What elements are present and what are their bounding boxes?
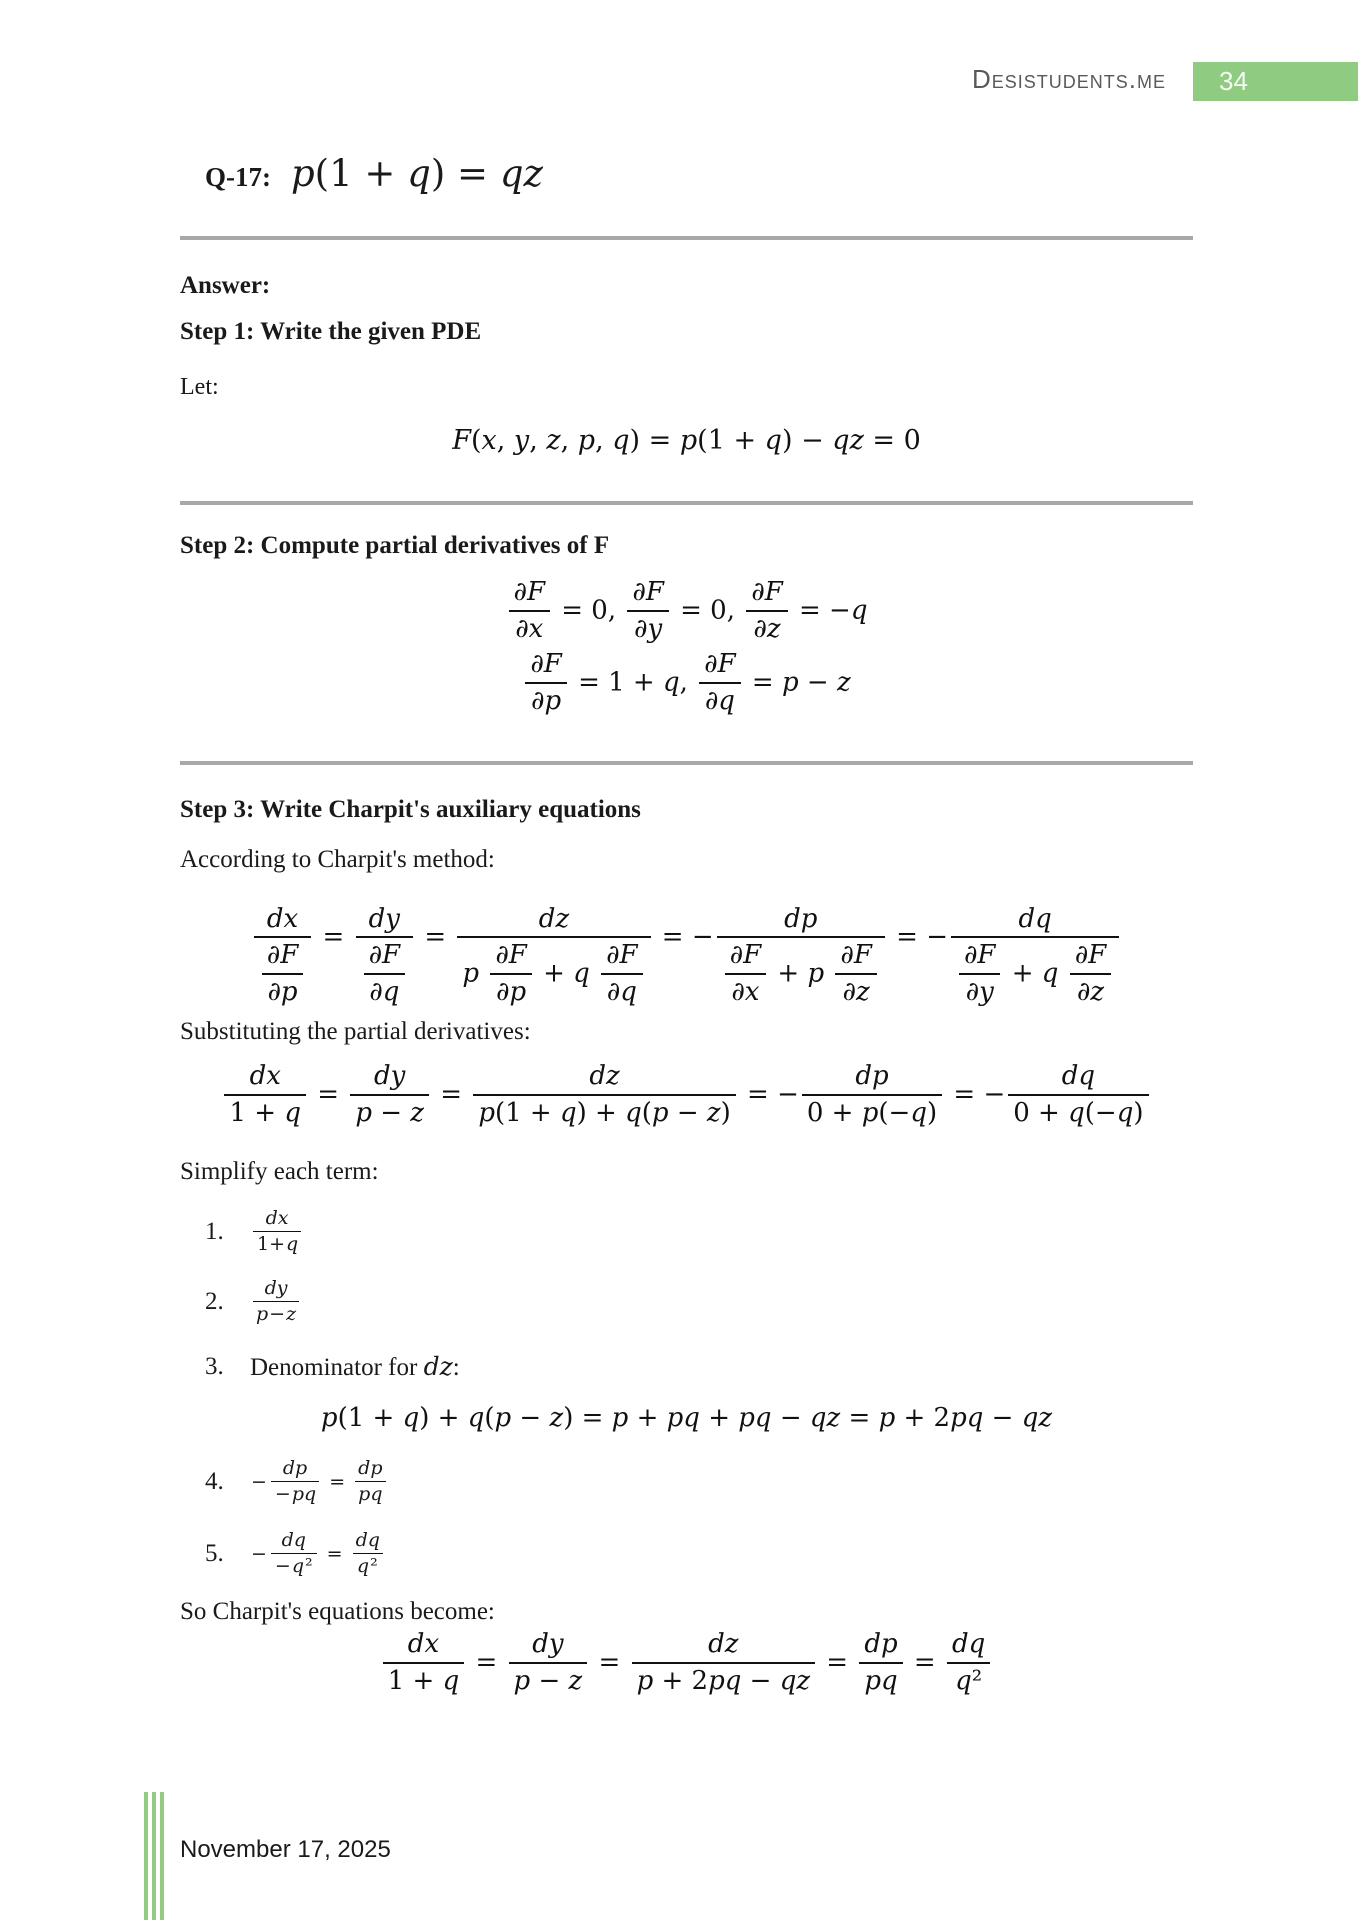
- simplify-intro: Simplify each term:: [180, 1158, 379, 1185]
- denominator-label: [250, 1352, 460, 1382]
- list-item-3: [205, 1352, 460, 1382]
- list-item-1: [205, 1208, 304, 1256]
- item-number: 5.: [205, 1539, 224, 1567]
- denominator-label-math: dz: [423, 1352, 453, 1381]
- step3-heading: Step 3: Write Charpit's auxiliary equations: [180, 796, 641, 823]
- step1-heading: Step 1: Write the given PDE: [180, 318, 482, 345]
- let-label: Let:: [180, 374, 219, 400]
- denominator-label-prefix: Denominator for: [250, 1354, 424, 1381]
- site-brand: Desistudents.me: [971, 64, 1166, 94]
- substituted-equations: $\frac{dx}{1 + q}$ = $\frac{dy}{p - z}$ = $\frac{dz}{p(1 + q) + q(p - z)}$ = − $\frac{dp}{0 + p(-q)}$ = − $\frac{dq}{0 + q(-q)}$: [180, 1062, 1193, 1129]
- denominator-label-suffix: :: [452, 1354, 460, 1381]
- partial-derivatives-line1: $\frac{\partial F}{\partial x}$ = 0, $\frac{\partial F}{\partial y}$ = 0, $\frac{\partial F}{\partial z}$ = −q: [180, 578, 1193, 645]
- step2-heading: Step 2: Compute partial derivatives of F: [180, 532, 610, 559]
- page-number-badge: [1193, 62, 1358, 101]
- item-number: 4.: [205, 1467, 224, 1495]
- divider: [180, 236, 1193, 240]
- footer-accent-lines: [144, 1792, 164, 1920]
- item-number: 1.: [205, 1217, 224, 1245]
- auxiliary-equations: $\frac{dx}{\frac{\partial F}{\partial p}}$ = $\frac{dy}{\frac{\partial F}{\partial q}}$ = dz p $\frac{\partial F}{\partial p}$ + q $\frac{\partial F}{\partial q}$ = − dp $\frac{\partial F}{\partial x}$ + p $\frac{\partial F}{\partial z}$ = − dq $\frac{\partial F}{\partial y}$ + q $\frac{\partial F}{\partial z}$: [180, 868, 1193, 1008]
- answer-heading: Answer:: [180, 272, 271, 299]
- conclusion-text: So Charpit's equations become:: [180, 1598, 495, 1625]
- question-heading: [205, 152, 543, 195]
- pde-definition-equation: F(x, y, z, p, q) = p(1 + q) − qz = 0: [452, 425, 921, 456]
- charpit-method-intro: According to Charpit's method:: [180, 846, 495, 873]
- denominator-equation: p(1 + q) + q(p − z) = p + pq + pq − qz = p + 2pq − qz: [320, 1403, 1053, 1433]
- partial-derivatives-line2: $\frac{\partial F}{\partial p}$ = 1 + q, $\frac{\partial F}{\partial q}$ = p − z: [180, 650, 1193, 717]
- final-equations: $\frac{dx}{1 + q}$ = $\frac{dy}{p - z}$ = $\frac{dz}{p + 2pq - qz}$ = $\frac{dp}{pq}$ = $\frac{dq}{\text{q²}}$: [180, 1630, 1193, 1697]
- list-item-5: [205, 1530, 386, 1578]
- page-number: 34: [1219, 66, 1248, 96]
- question-equation: p(1 + q) = qz: [290, 152, 544, 195]
- list-item-4: [205, 1458, 389, 1506]
- item-fraction: $\frac{dy}{p-z}$: [250, 1278, 302, 1326]
- item-fraction: − $\frac{dp}{-pq}$ = $\frac{dp}{pq}$: [250, 1458, 389, 1506]
- substituting-intro: Substituting the partial derivatives:: [180, 1018, 531, 1045]
- item-number: 3.: [205, 1353, 224, 1380]
- divider: [180, 501, 1193, 505]
- divider: [180, 761, 1193, 765]
- list-item-2: [205, 1278, 302, 1326]
- item-fraction: $\frac{dx}{1+q}$: [250, 1208, 304, 1256]
- item-fraction: − $\frac{dq}{\text{−q²}}$ = $\frac{dq}{\text{q²}}$: [250, 1530, 386, 1578]
- item-number: 2.: [205, 1287, 224, 1315]
- footer-date: November 17, 2025: [180, 1836, 391, 1863]
- question-label: Q-17:: [205, 162, 271, 192]
